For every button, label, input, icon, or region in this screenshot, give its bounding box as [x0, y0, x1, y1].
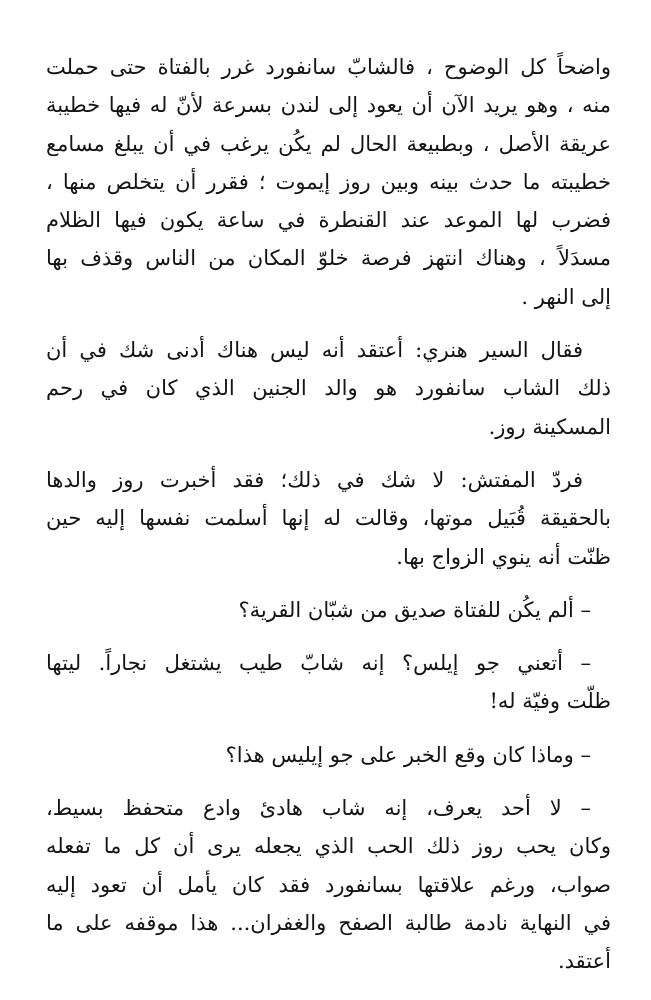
text-line: إلى النهر . — [521, 284, 611, 309]
text-line: ذلك الشاب سانفورد هو والد الجنين الذي كان في رحم — [46, 376, 611, 401]
text-line: أعتقد. — [557, 949, 611, 974]
paragraph-confession-summary — [46, 48, 611, 316]
text-line: مسدَلاً ، وهناك انتهز فرصة خلوّ المكان من الناس وقذف بها — [46, 246, 611, 271]
text-line: عريقة الأصل ، وبطبيعة الحال لم يكُن يرغب في أن يبلغ مسامع — [46, 131, 611, 156]
text-line: – أتعني جو إيلس؟ إنه شابّ طيب يشتغل نجاراً. ليتها — [46, 651, 591, 676]
text-line: وكان يحب روز ذلك الحب الذي يجعله يرى أن كل ما تفعله — [46, 834, 611, 859]
text-line: في النهاية نادمة طالبة الصفح والغفران... هذا موقفه على ما — [46, 910, 611, 935]
dialogue-question-reaction — [46, 736, 611, 774]
text-line: فردّ المفتش: لا شك في ذلك؛ فقد أخبرت روز والدها — [46, 467, 583, 492]
dialogue-question-friend — [46, 591, 611, 629]
text-line: ظلّت وفيّة له! — [489, 689, 611, 714]
text-line: منه ، وهو يريد الآن أن يعود إلى لندن بسرعة لأنّ له فيها خطيبة — [46, 93, 611, 118]
text-line: – وماذا كان وقع الخبر على جو إيليس هذا؟ — [225, 742, 591, 767]
text-line: خطيبته ما حدث بينه وبين روز إيموت ؛ فقرر أن يتخلص منها ، — [46, 169, 611, 194]
text-line: صواب، ورغم علاقتها بسانفورد فقد كان يأمل أن تعود إليه — [46, 872, 611, 897]
dialogue-nobody-knows — [46, 789, 611, 980]
text-line: ظنّت أنه ينوي الزواج بها. — [396, 544, 611, 569]
text-line: واضحاً كل الوضوح ، فالشابّ سانفورد غرر بالفتاة حتى حملت — [46, 55, 611, 79]
text-line: – لا أحد يعرف، إنه شاب هادئ وادع متحفظ بسيط، — [46, 796, 591, 821]
text-line: المسكينة روز. — [488, 414, 611, 439]
text-line: فقال السير هنري: أعتقد أنه ليس هناك أدنى شك في أن — [46, 338, 583, 363]
dialogue-joe-ellis — [46, 644, 611, 721]
paragraph-inspector-reply — [46, 461, 611, 576]
text-line: بالحقيقة قُبَيل موتها، وقالت له إنها أسلمت نفسها إليه حين — [46, 506, 611, 531]
text-line: فضرب لها الموعد عند القنطرة في ساعة يكون فيها الظلام — [46, 208, 611, 233]
paragraph-sir-henry — [46, 331, 611, 446]
text-line: – ألم يكُن للفتاة صديق من شبّان القرية؟ — [238, 597, 591, 622]
